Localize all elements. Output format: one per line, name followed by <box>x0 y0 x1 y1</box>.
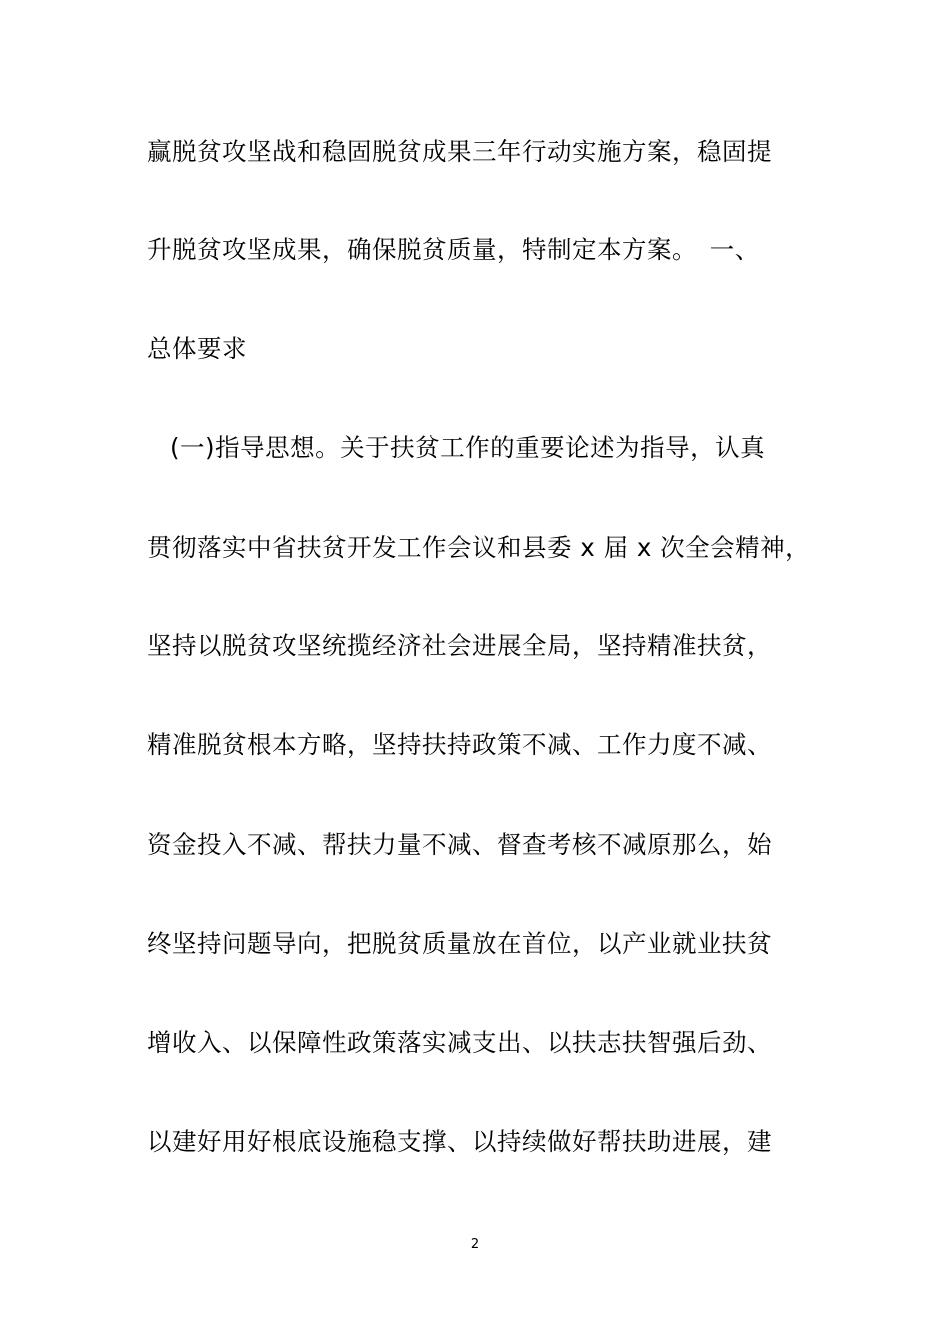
paragraph-line: 终坚持问题导向，把脱贫质量放在首位，以产业就业扶贫 <box>147 929 772 958</box>
paragraph-line: (一)指导思想。关于扶贫工作的重要论述为指导，认真 <box>170 433 766 462</box>
paragraph-line: 赢脱贫攻坚战和稳固脱贫成果三年行动实施方案，稳固提 <box>147 137 772 166</box>
paragraph-line: 坚持以脱贫攻坚统揽经济社会进展全局，坚持精准扶贫， <box>147 631 772 660</box>
paragraph-line: 增收入、以保障性政策落实减支出、以扶志扶智强后劲、 <box>147 1028 772 1057</box>
section-heading: 总体要求 <box>147 334 247 363</box>
paragraph-line: 贯彻落实中省扶贫开发工作会议和县委 x 届 x 次全会精神， <box>147 533 811 562</box>
paragraph-line: 以建好用好根底设施稳支撑、以持续做好帮扶助进展，建 <box>147 1127 772 1156</box>
paragraph-line: 资金投入不减、帮扶力量不减、督查考核不减原那么，始 <box>147 830 772 859</box>
page-number: 2 <box>470 1237 480 1252</box>
paragraph-line: 精准脱贫根本方略，坚持扶持政策不减、工作力度不减、 <box>147 730 772 759</box>
paragraph-line: 升脱贫攻坚成果，确保脱贫质量，特制定本方案。 一、 <box>147 235 760 264</box>
